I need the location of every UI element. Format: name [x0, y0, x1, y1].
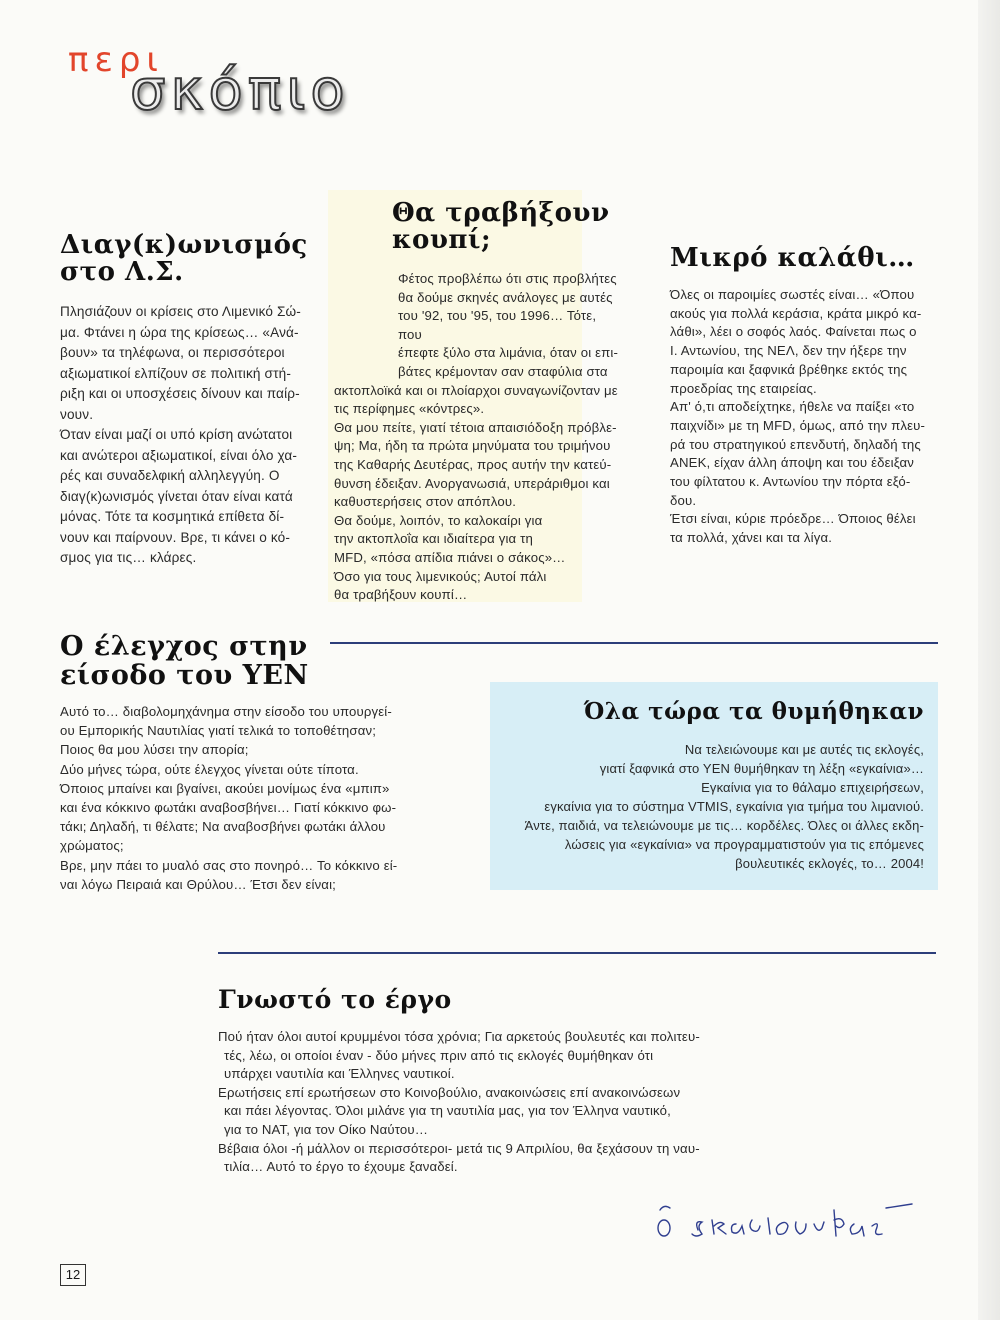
text-line: έπεφτε ξύλο στα λιμάνια, όταν οι επι-: [398, 345, 618, 361]
text-line: αξιωματικοί ελπίζουν σε πολιτική στή-: [60, 365, 292, 381]
page-number: 12: [60, 1264, 86, 1286]
text-line: ακούς για πολλά κεράσια, κράτα μικρό κα-: [670, 305, 922, 321]
text-line: Όσο για τους λιμενικούς; Αυτοί πάλι: [334, 568, 547, 584]
page-edge: [978, 0, 1000, 1320]
text-line: Ποιος θα μου λύσει την απορία;: [60, 742, 249, 758]
text-line: Να τελειώνουμε και με αυτές τις εκλογές,: [684, 742, 924, 757]
section-rule: [218, 952, 936, 954]
text-line: Ερωτήσεις επί ερωτήσεων στο Κοινοβούλιο, ανακοινώσεις επί ανακοινώσεων: [218, 1084, 681, 1100]
text-line: της Καθαρής Δευτέρας, προς αυτήν την κατεύ-: [334, 456, 612, 472]
text-line: θυνση έδειξαν. Ανοργανωσιά, υπεράριθμοι και: [334, 475, 610, 491]
text-line: καθυστερήσεις στον απόπλου.: [334, 494, 517, 510]
text-line: ριξη και οι υποσχέσεις δίνουν και παίρ-: [60, 386, 300, 401]
text-line: ναι λόγω Πειραιά και Θρύλου… Έτσι δεν είναι;: [60, 876, 336, 892]
text-line: και ένα κόκκινο φωτάκι αναβοσβήνει… Γιατί κόκκινο φω-: [60, 800, 397, 816]
text-line: τιλία… Αυτό το έργο το έχουμε ξαναδεί.: [224, 1159, 458, 1175]
text-line: Πού ήταν όλοι αυτοί κρυμμένοι τόσα χρόνια; Για αρκετούς βουλευτές και πολιτευ-: [218, 1029, 700, 1044]
section-rule: [330, 642, 938, 644]
text-line: χρώματος;: [60, 838, 124, 854]
text-line: τις περίφημες «κόντρες».: [334, 401, 485, 417]
text-line: Φέτος προβλέπω ότι στις προβλήτες: [398, 271, 617, 286]
text-line: Απ' ό,τι αποδείχτηκε, ήθελε να παίξει «το: [670, 399, 915, 415]
text-line: μα. Φτάνει η ώρα της κρίσεως… «Ανά-: [60, 324, 299, 340]
text-line: Βέβαια όλοι -ή μάλλον οι περισσότεροι- μετά τις 9 Απριλίου, θα ξεχάσουν τη ναυ-: [218, 1140, 700, 1156]
text-line: βουν» τα τηλέφωνα, οι περισσότεροι: [60, 345, 285, 360]
col1-title-line: Διαγ(κ)ωνισμός: [60, 230, 308, 260]
sec4-title: [60, 632, 309, 690]
text-line: βάτες κρέμονταν σαν σταφύλια στα: [398, 363, 608, 379]
text-line: Άντε, παιδιά, να τελειώνουμε με τις… κορδέλες. Όλες οι άλλες εκδη-: [524, 818, 924, 833]
text-line: βουλευτικές εκλογές, το… 2004!: [735, 856, 924, 871]
text-line: μόνας. Τότε τα κοσμητικά επίθετα δί-: [60, 509, 285, 524]
sec6-title: Γνωστό το έργο: [218, 985, 452, 1014]
col1-title: [60, 232, 308, 286]
sec4-title-line: είσοδο του ΥΕΝ: [60, 660, 309, 691]
text-line: ΑΝΕΚ, είχαν άλλη άποψη και του έδειξαν: [670, 455, 914, 471]
text-line: ρές και συναδελφική αλληλεγγύη. Ο: [60, 468, 280, 483]
text-line: υπάρχει ναυτιλία και Έλληνες ναυτικοί.: [224, 1066, 455, 1082]
text-line: ψη; Μα, ήδη τα πρώτα μηνύματα του τριμήνου: [334, 438, 611, 454]
text-line: προεδρίας της εταιρείας.: [670, 380, 817, 396]
text-line: τές, λέω, οι οποίοι έναν - δύο μήνες πριν από τις εκλογές θυμήθηκαν ότι: [224, 1047, 654, 1063]
sec5-title: Όλα τώρα τα θυμήθηκαν: [583, 698, 924, 725]
text-line: ακτοπλοϊκά και οι πλοίαρχοι συναγωνίζονταν με: [334, 382, 618, 398]
col1-body: [60, 302, 330, 569]
text-line: MFD, «πόσα απίδια πιάνει ο σάκος»…: [334, 549, 566, 565]
text-line: Δύο μήνες τώρα, ούτε έλεγχος γίνεται ούτε τίποτα.: [60, 761, 359, 777]
text-line: Αυτό το… διαβολομηχάνημα στην είσοδο του υπουργεί-: [60, 704, 392, 719]
text-line: και ανώτεροι αξιωματικοί, είναι όλο χα-: [60, 447, 298, 463]
text-line: τάκι; Δηλαδή, τι θέλατε; Να αναβοσβήνει φωτάκι άλλου: [60, 819, 386, 835]
text-line: Εγκαίνια για το θάλαμο επιχειρήσεων,: [701, 780, 924, 795]
text-line: Όποιος μπαίνει και βγαίνει, ακούει μονίμως ένα «μπιπ»: [60, 780, 390, 796]
text-line: για το ΝΑΤ, για τον Οίκο Ναύτου…: [224, 1121, 429, 1137]
signature: [650, 1190, 930, 1250]
sec6-body: [218, 1028, 778, 1177]
text-line: παιχνίδι» με τη MFD, όμως, από την πλευ-: [670, 417, 926, 433]
sec4-title-line: Ο έλεγχος στην: [60, 631, 308, 662]
text-line: παροιμία και ξαφνικά βρέθηκε εκτός της: [670, 361, 908, 377]
text-line: του '92, του '95, του 1996… Τότε, που: [398, 308, 597, 342]
text-line: τα πολλά, χάνει και τα λίγα.: [670, 530, 833, 546]
col2-title: [392, 200, 610, 254]
col1-title-line: στο Λ.Σ.: [60, 257, 184, 287]
text-line: και πάει λέγοντας. Όλοι μιλάνε για τη ναυτιλία μας, για τον Έλληνα ναυτικό,: [224, 1103, 671, 1119]
sec4-body: [60, 702, 440, 894]
text-line: γιατί ξαφνικά στο ΥΕΝ θυμήθηκαν τη λέξη «εγκαίνια»…: [599, 761, 924, 776]
text-line: Πλησιάζουν οι κρίσεις στο Λιμενικό Σώ-: [60, 304, 301, 319]
text-line: νουν και παίρνουν. Βρε, τι κάνει ο κό-: [60, 529, 291, 545]
text-line: Όλες οι παροιμίες σωστές είναι… «Όπου: [670, 287, 915, 302]
text-line: θα τραβήξουν κουπί…: [334, 587, 468, 603]
text-line: Έτσι είναι, κύριε πρόεδρε… Όποιος θέλει: [670, 511, 916, 527]
logo-big-text: σκόπιο: [130, 58, 350, 123]
logo-small-text: περι: [68, 40, 164, 80]
col2-title-line: κουπί;: [392, 225, 492, 255]
text-line: σμος για τις… κλάρες.: [60, 550, 197, 565]
text-line: δου.: [670, 492, 697, 508]
text-line: λώσεις για «εγκαίνια» να προγραμματιστούν για τις επόμενες: [564, 837, 924, 852]
text-line: λάθι», λέει ο σοφός λαός. Φαίνεται πως ο: [670, 324, 917, 340]
text-line: του φίλτατου κ. Αντωνίου την πόρτα εξό-: [670, 474, 911, 490]
col2-body: [334, 270, 620, 605]
text-line: Όταν είναι μαζί οι υπό κρίση ανώτατοι: [60, 427, 293, 442]
text-line: Θα μου πείτε, γιατί τέτοια απαισιόδοξη πρόβλε-: [334, 419, 617, 435]
text-line: ρά του στρατηγικού επενδυτή, δηλαδή της: [670, 436, 921, 452]
text-line: την ακτοπλοΐα και ιδιαίτερα για τη: [334, 531, 533, 547]
text-line: νουν.: [60, 406, 94, 422]
text-line: θα δούμε σκηνές ανάλογες με αυτές: [398, 289, 613, 305]
text-line: διαγ(κ)ωνισμός γίνεται όταν είναι κατά: [60, 488, 293, 504]
col3-body: [670, 286, 960, 548]
text-line: ου Εμπορικής Ναυτιλίας γιατί τελικά το τοποθέτησαν;: [60, 723, 377, 739]
col3-title: Μικρό καλάθι…: [670, 243, 915, 273]
text-line: εγκαίνια για το σύστημα VTMIS, εγκαίνια για τμήμα του λιμανιού.: [544, 799, 924, 814]
sec5-body: [484, 740, 924, 873]
text-line: Θα δούμε, λοιπόν, το καλοκαίρι για: [334, 512, 543, 528]
col2-title-line: Θα τραβήξουν: [392, 198, 610, 228]
text-line: Ι. Αντωνίου, της ΝΕΛ, δεν την ήξερε την: [670, 343, 907, 359]
text-line: Βρε, μην πάει το μυαλό σας στο πονηρό… Το κόκκινο εί-: [60, 857, 398, 873]
